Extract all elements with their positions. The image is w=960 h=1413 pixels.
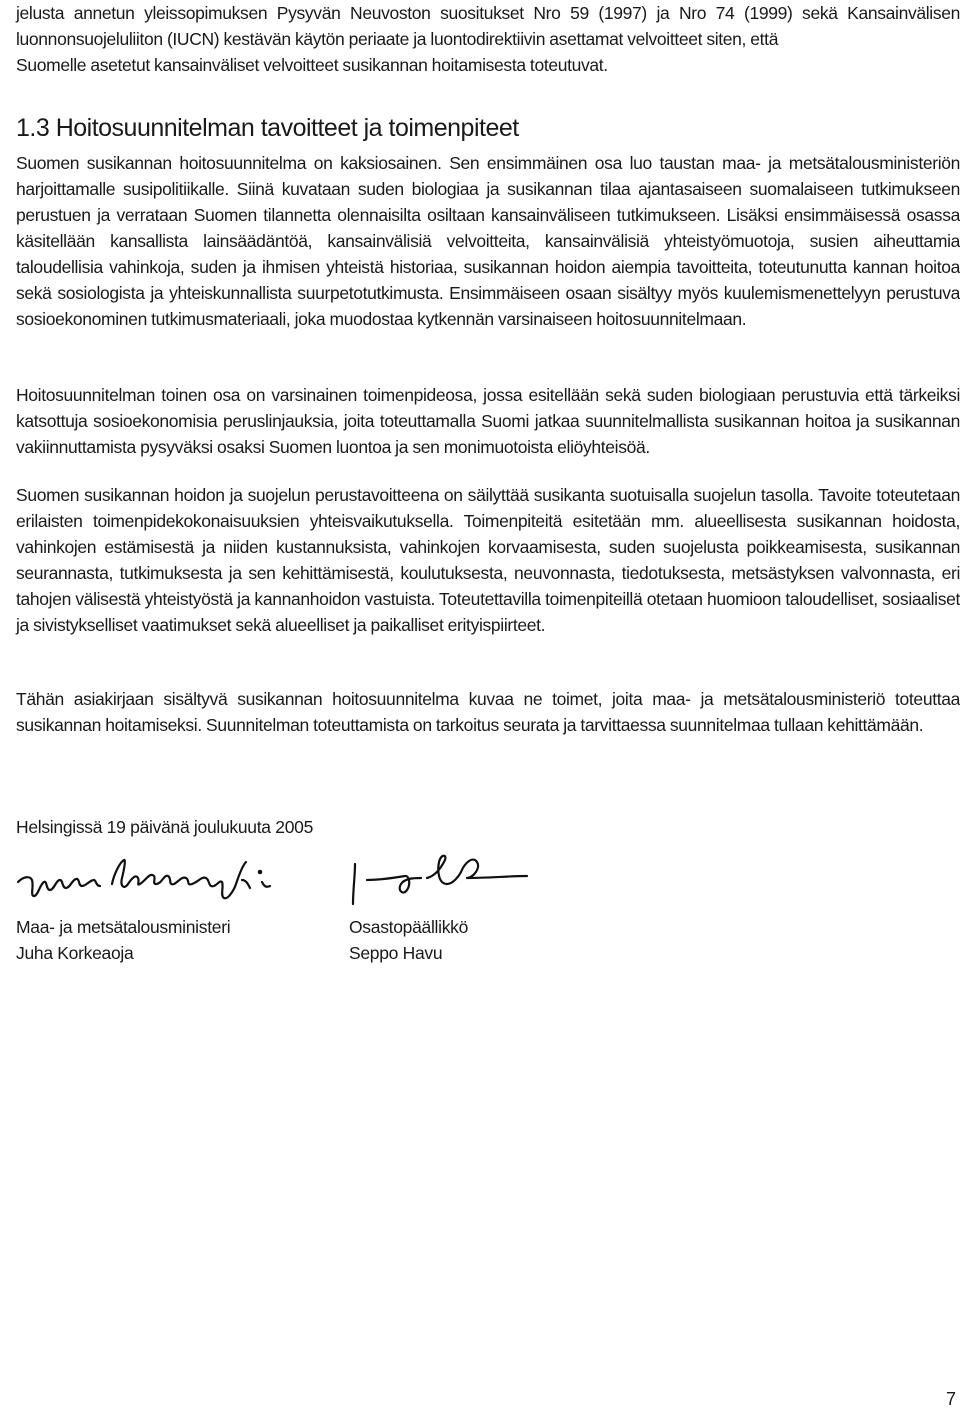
signature-block-minister [16, 850, 336, 966]
signatory-title: Osastopäällikkö [349, 917, 469, 937]
page-number: 7 [945, 1389, 956, 1409]
intro-last-line: Suomelle asetetut kansainväliset velvoitteet susikannan hoitamisesta toteutuvat. [16, 55, 608, 75]
paragraph-structure: Suomen susikannan hoitosuunnitelma on kaksiosainen. Sen ensimmäinen osa luo taustan maa- ja metsätalousministeriön harjoittamalle susipolitiikalle. Siinä kuvataan suden biologiaa ja susikannan tilaa ajantasaiseen suomalaiseen tutkimukseen perustuen ja verrataan Suomen tilannetta olennaisilta osiltaan kansainväliseen tutkimukseen. Lisäksi ensimmäisessä osassa käsitellään kansallista lainsäädäntöä, kansainvälisiä velvoitteita, kansainvälisiä yhteistyömuotoja, susien aiheuttamia taloudellisia vahinkoja, suden ja ihmisen yhteistä historiaa, susikannan hoidon aiempia tavoitteita, toteutunutta kannan hoitoa sekä sosiologista ja yhteiskunnallista suurpetotutkimusta. Ensimmäiseen osaan sisältyy myös kuulemismenettelyyn perustuva sosioekonominen tutkimusmateriaali, joka muodostaa kytkennän varsinaiseen hoitosuunnitelmaan. [16, 153, 960, 329]
place-and-date: Helsingissä 19 päivänä joulukuuta 2005 [16, 817, 314, 837]
paragraph-goals: Suomen susikannan hoidon ja suojelun perustavoitteena on säilyttää susikanta suotuisalla suojelun tasolla. Tavoite toteutetaan erilaisten toimenpidekokonaisuuksien yhteisvaikutuksella. Toimenpiteitä esitetään mm. alueellisesta susikannan hoidosta, vahinkojen estämisestä ja niiden kustannuksista, vahinkojen korvaamisesta, suden suojelusta poikkeamisesta, susikannan seurannasta, tutkimuksesta ja sen kehittämisestä, koulutuksesta, neuvonnasta, tiedotuksesta, metsästyksen valvonnasta, eri tahojen välisestä yhteistyöstä ja kannanhoidon vastuista. Toteutettavilla toimenpiteillä otetaan huomioon taloudelliset, sosiaaliset ja sivistykselliset vaatimukset sekä alueelliset ja paikalliset erityispiirteet. [16, 485, 960, 635]
signature-image-korkeaoja [16, 850, 286, 912]
signature-image-havu [349, 850, 549, 912]
signatory-name: Seppo Havu [349, 943, 443, 963]
intro-text: jelusta annetun yleissopimuksen Pysyvän Neuvoston suositukset Nro 59 (1997) ja Nro 74 (1999) sekä Kansainvälisen luonnonsuojeluliiton (IUCN) kestävän käytön periaate ja luontodirektiivin asettamat velvoitteet siten, että [16, 3, 960, 49]
intro-paragraph [16, 0, 960, 78]
signature-block-director [349, 850, 669, 966]
signatory-name: Juha Korkeaoja [16, 943, 134, 963]
section-heading: 1.3 Hoitosuunnitelman tavoitteet ja toimenpiteet [16, 114, 519, 142]
paragraph-second-part: Hoitosuunnitelman toinen osa on varsinainen toimenpideosa, jossa esitellään sekä suden biologiaan perustuvia että tärkeiksi katsottuja sosioekonomisia peruslinjauksia, joita toteuttamalla Suomi jatkaa suunnitelmallista susikannan hoitoa ja susikannan vakiinnuttamista pysyväksi osaksi Suomen luontoa ja sen monimuotoista eliöyhteisöä. [16, 385, 960, 457]
paragraph-scope: Tähän asiakirjaan sisältyvä susikannan hoitosuunnitelma kuvaa ne toimet, joita maa- ja metsätalousministeriö toteuttaa susikannan hoitamiseksi. Suunnitelman toteuttamista on tarkoitus seurata ja tarvittaessa suunnitelmaa tullaan kehittämään. [16, 689, 960, 735]
signatory-title: Maa- ja metsätalousministeri [16, 917, 231, 937]
